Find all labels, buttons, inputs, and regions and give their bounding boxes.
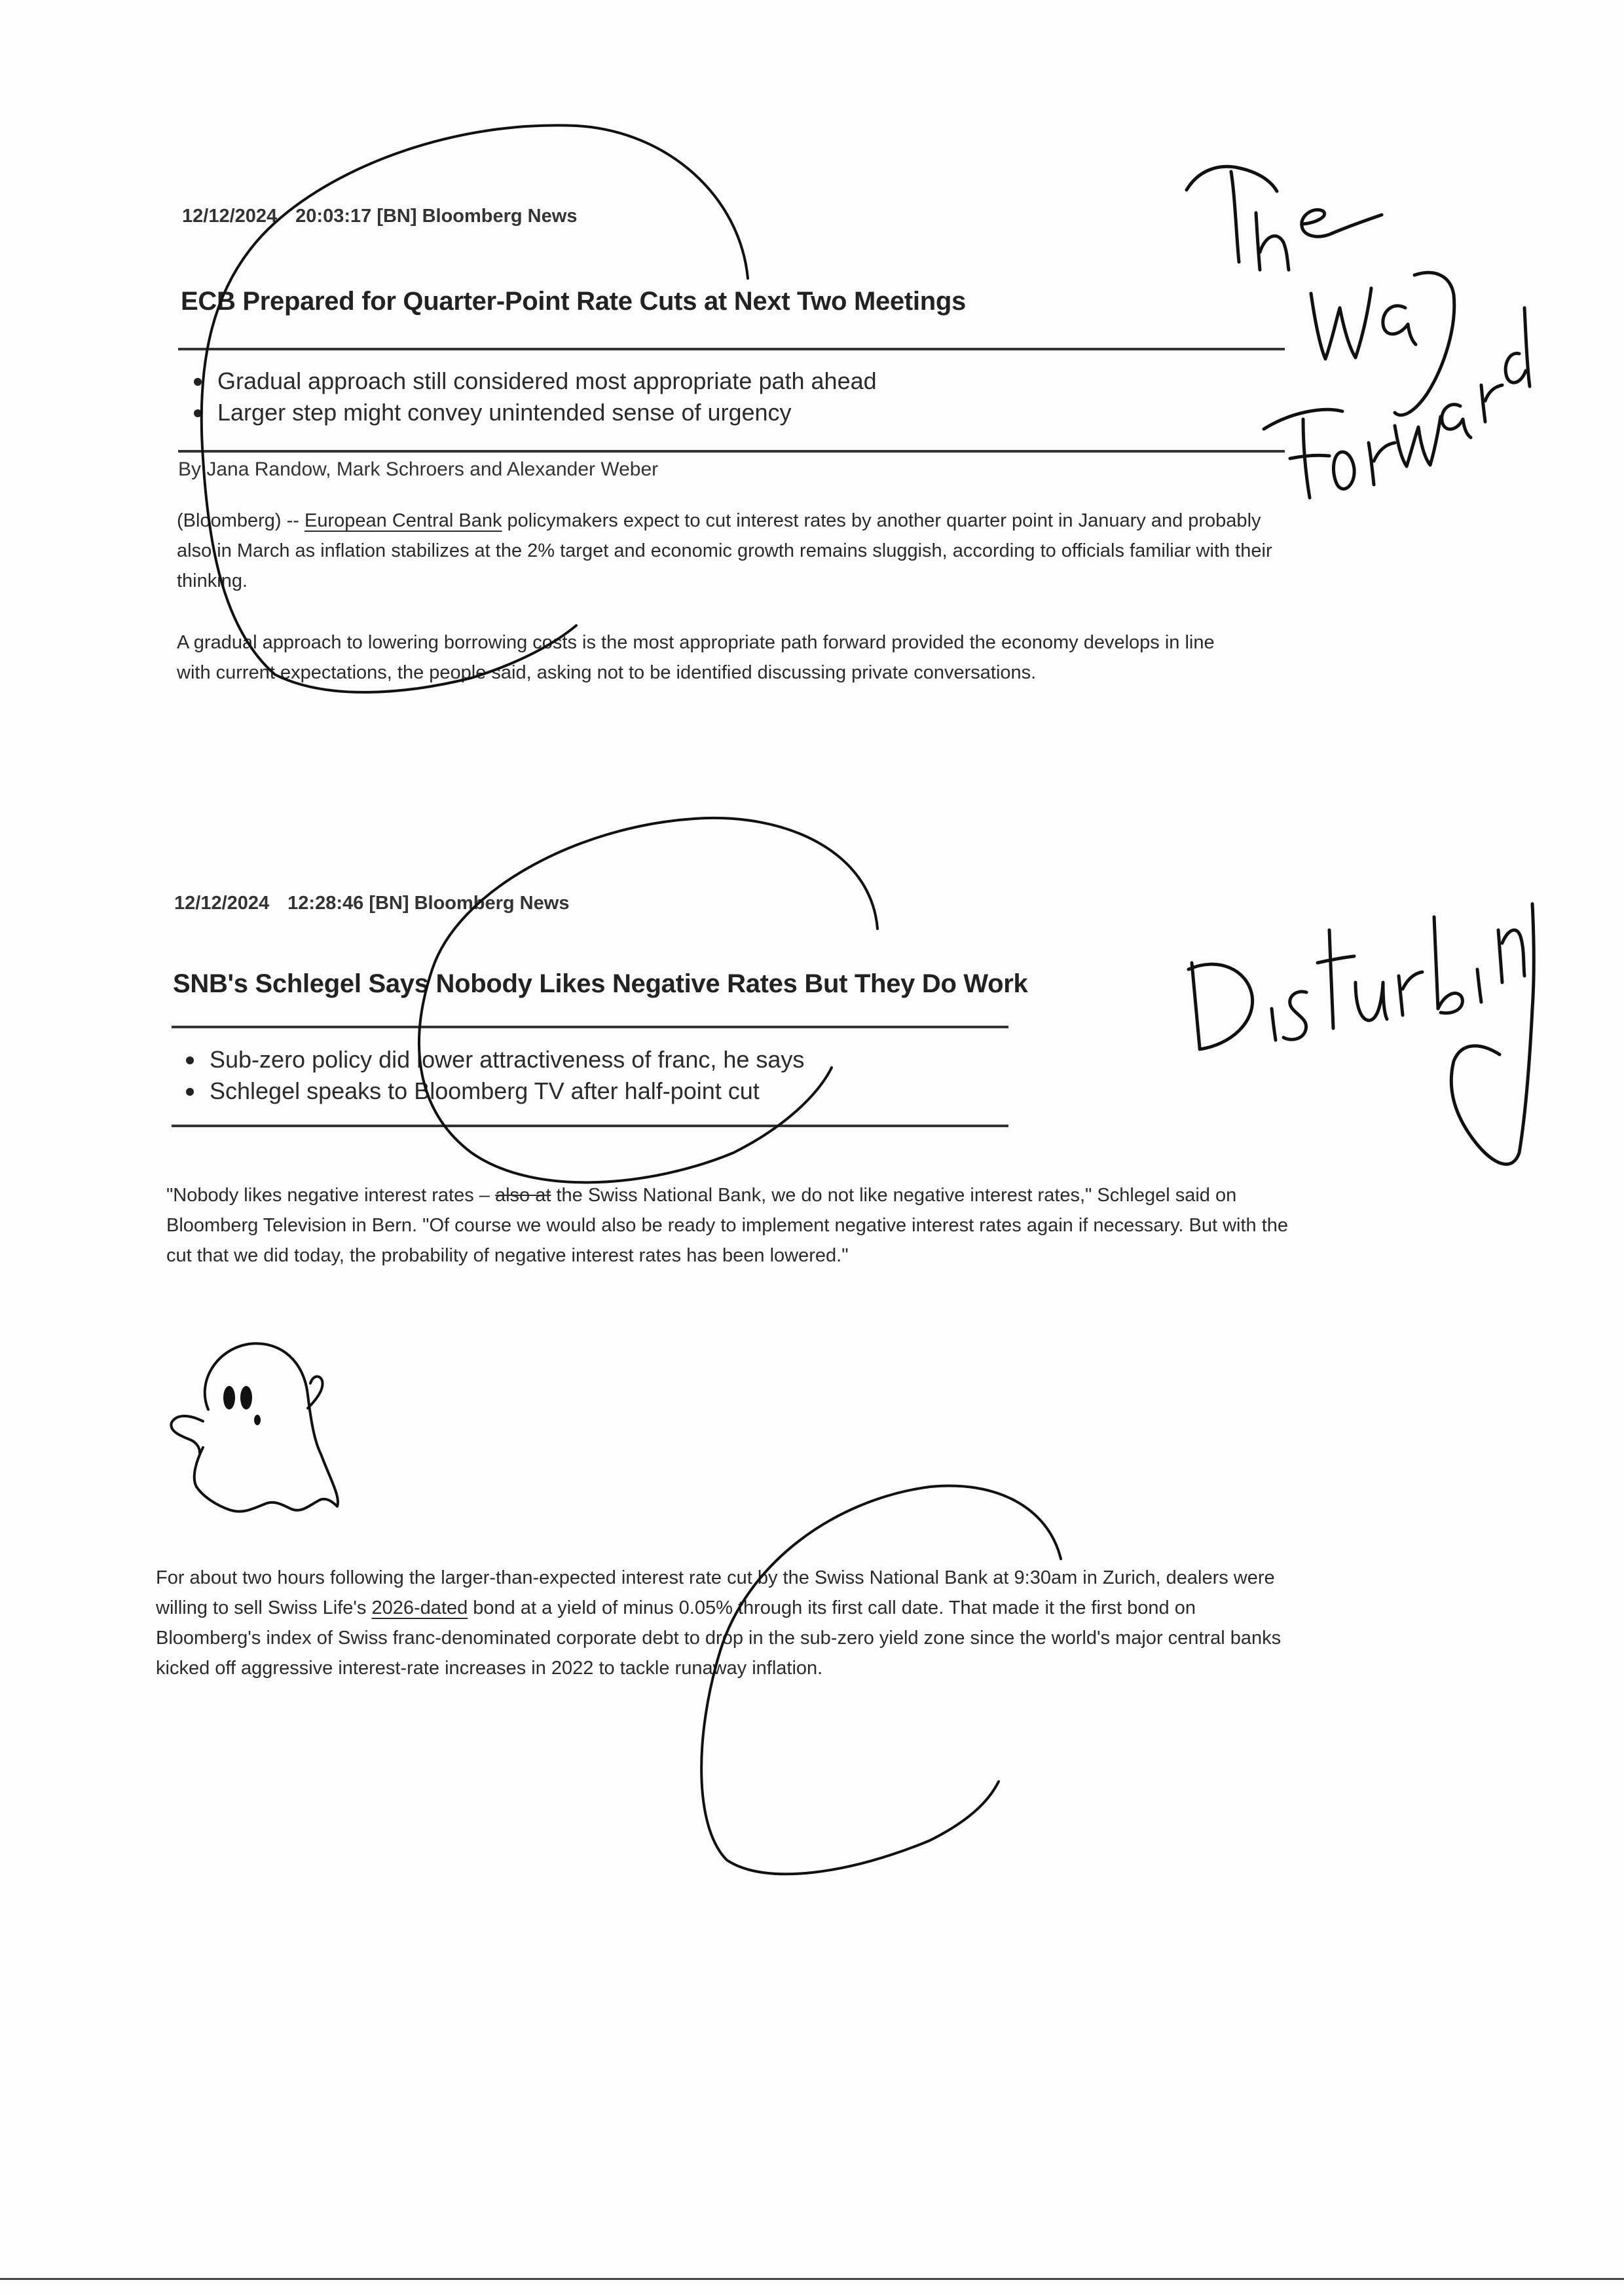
article2-rule-bottom [172, 1125, 1008, 1127]
article1-source: [BN] Bloomberg News [377, 206, 578, 227]
article2-source: [BN] Bloomberg News [369, 893, 570, 914]
article1-bullet-list [191, 365, 877, 428]
quote-pre: "Nobody likes negative interest rates – [166, 1185, 495, 1206]
handwriting-the-way-forward [1187, 166, 1530, 498]
ink-circle-2 [419, 818, 877, 1182]
article1-p1-rest: policymakers expect to cut interest rates by another quarter point in January and probably also in March as inflation stabilizes at the 2% target and economic growth remains sluggish, according to officials familiar with their thinking. [177, 510, 1272, 591]
quote-post: the Swiss National Bank, we do not like negative interest rates," Schlegel said on Bloomberg Television in Bern. "Of course we would also be ready to implement negative interest rates again if necessary. But with the cut that we did today, the probability of negative interest rates has been lowered." [166, 1185, 1289, 1266]
scan-edge-line [0, 2278, 1624, 2280]
article1-paragraph-2: A gradual approach to lowering borrowing costs is the most appropriate path forward provided the economy develops in line with current expectations, the people said, asking not to be identified discussing private conversations. [177, 632, 1215, 683]
article1-p1-prefix: (Bloomberg) -- [177, 510, 304, 531]
article2-paragraph-2 [156, 1563, 1295, 1683]
article1-time: 20:03:17 [295, 206, 372, 227]
article1-meta [182, 206, 577, 227]
article2-rule-top [172, 1026, 1008, 1028]
article2-meta [174, 893, 569, 914]
article1-date: 12/12/2024 [182, 206, 278, 227]
article2-p2-pre: For about two hours following the larger-than-expected interest rate cut by the Swiss National Bank at 9:30am in Zurich, dealers were willing to sell Swiss Life's [156, 1567, 1275, 1618]
article2-headline: SNB's Schlegel Says Nobody Likes Negative Rates But They Do Work [173, 969, 1028, 998]
article1-bullet-2: Larger step might convey unintended sense of urgency [191, 397, 877, 428]
article1-byline: By Jana Randow, Mark Schroers and Alexander Weber [178, 458, 659, 480]
article1-paragraph-1 [177, 506, 1290, 596]
article1-rule-bottom [178, 450, 1285, 453]
article2-bullet-1: Sub-zero policy did lower attractiveness of franc, he says [183, 1044, 804, 1075]
article2-bullet-2: Schlegel speaks to Bloomberg TV after half-point cut [183, 1075, 804, 1107]
ecb-link[interactable]: European Central Bank [304, 510, 502, 531]
article2-bullet-list [183, 1044, 804, 1107]
handwriting-disturbing [1189, 904, 1534, 1164]
article2-quote-paragraph [166, 1180, 1293, 1271]
article1-bullet-1: Gradual approach still considered most appropriate path ahead [191, 365, 877, 397]
quote-struck-text: also at [494, 1185, 551, 1206]
article1-headline: ECB Prepared for Quarter-Point Rate Cuts at Next Two Meetings [181, 287, 966, 316]
article2-p2-post: bond at a yield of minus 0.05% through its first call date. That made it the first bond on Bloomberg's index of Swiss franc-denominated corporate debt to drop in the sub-zero yield zone since the world's major central banks kicked off aggressive interest-rate increases in 2022 to tackle runaway inflation. [156, 1597, 1282, 1679]
article2-time: 12:28:46 [287, 893, 364, 914]
bond-link[interactable]: 2026-dated [371, 1597, 468, 1618]
article1-rule-top [178, 348, 1285, 350]
ghost-doodle [171, 1343, 338, 1511]
ghost-face [223, 1386, 261, 1425]
article2-date: 12/12/2024 [174, 893, 270, 914]
